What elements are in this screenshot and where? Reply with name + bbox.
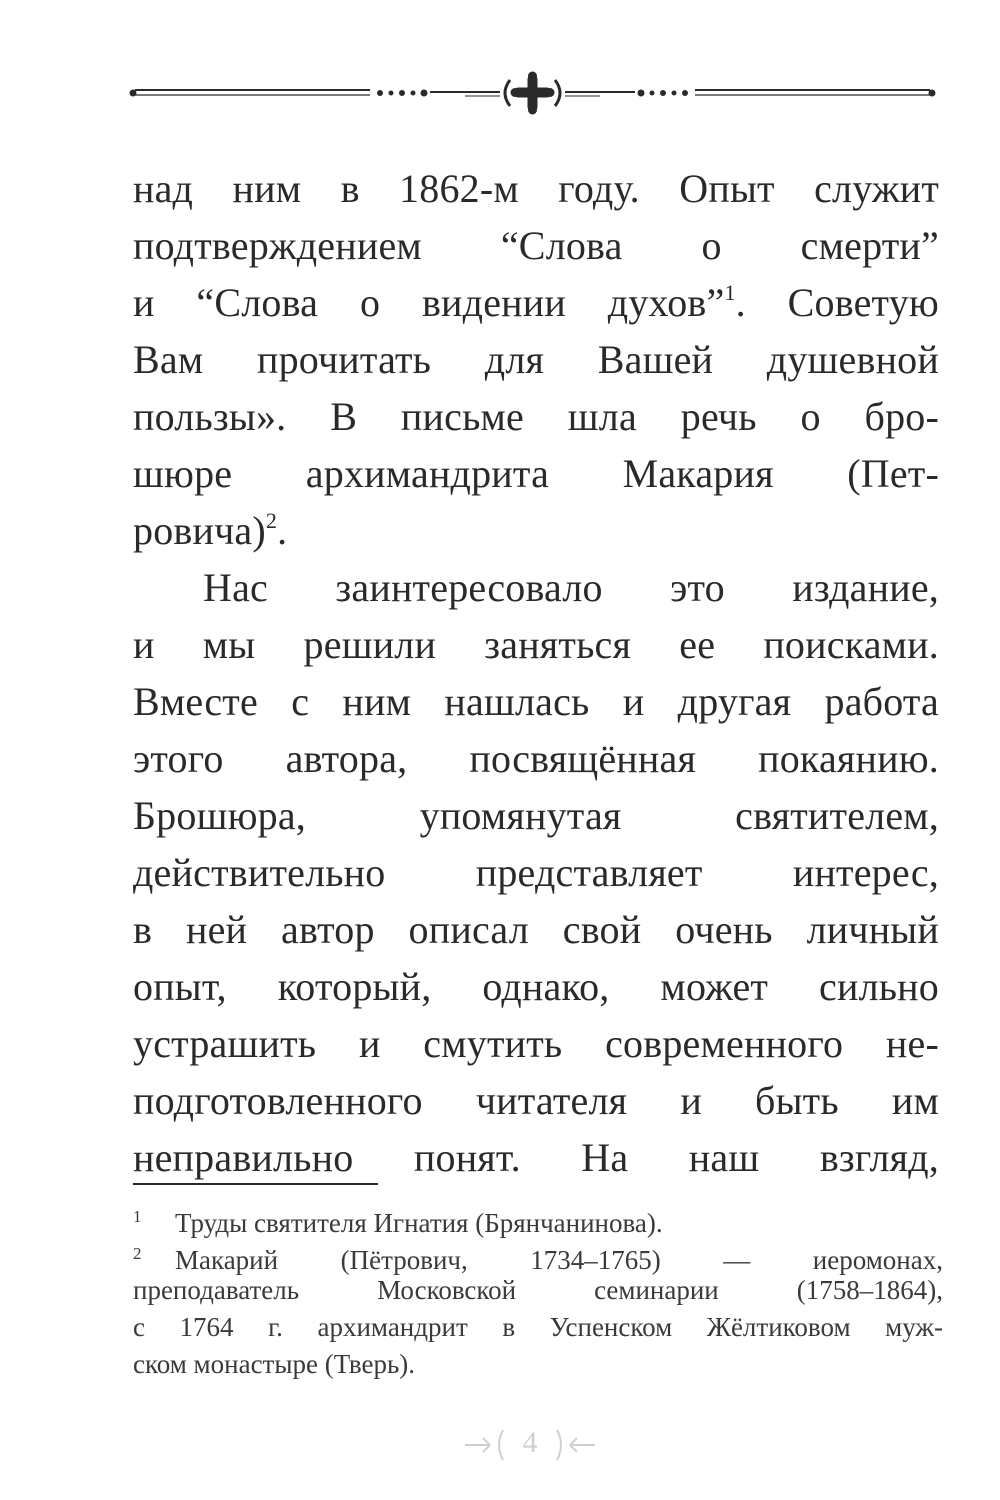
text-line: Вам прочитать для Вашей душевной xyxy=(133,337,939,382)
footnote-2-line: преподаватель Московской семинарии (1758–1864), xyxy=(133,1275,943,1305)
text-line: подготовленного читателя и быть им xyxy=(133,1078,939,1123)
footnote-2-line: ском монастыре (Тверь). xyxy=(133,1349,415,1379)
footnote-ref: 2 xyxy=(265,508,278,533)
text-line: подтверждением “Слова о смерти” xyxy=(133,223,939,268)
text-fragment: ровича) xyxy=(133,508,266,553)
text-line: в ней автор описал свой очень личный xyxy=(133,907,939,952)
text-line: Нас заинтересовало это издание, xyxy=(203,565,939,610)
text-line xyxy=(133,502,939,559)
footnote-1 xyxy=(133,1198,943,1238)
text-fragment: . Советую xyxy=(735,280,939,325)
text-line: опыт, который, однако, может сильно xyxy=(133,964,939,1009)
text-line: устрашить и смутить современного не- xyxy=(133,1021,939,1066)
text-line: пользы». В письме шла речь о бро- xyxy=(133,394,939,439)
footnote-2 xyxy=(133,1235,943,1275)
cross-ornament-icon xyxy=(125,68,940,118)
text-line xyxy=(133,274,939,331)
main-text xyxy=(133,160,939,1186)
footnote-ref: 1 xyxy=(724,280,736,305)
footnote-2-line: с 1764 г. архимандрит в Успенском Жёлтиковом муж- xyxy=(133,1312,943,1342)
header-ornament xyxy=(125,68,940,118)
page-number: 4 xyxy=(522,1426,538,1459)
text-fragment: . xyxy=(277,508,288,553)
footnote-number: 1 xyxy=(133,1207,142,1226)
footnote-separator xyxy=(133,1183,378,1185)
text-line: Вместе с ним нашлась и другая работа xyxy=(133,679,939,724)
footnote-number: 2 xyxy=(133,1244,142,1263)
text-line: Брошюра, упомянутая святителем, xyxy=(133,793,939,838)
footnote-text: Труды святителя Игнатия (Брянчанинова). xyxy=(175,1208,663,1238)
page-number-area xyxy=(455,1420,605,1470)
text-line: над ним в 1862-м году. Опыт служит xyxy=(133,166,939,211)
text-line: неправильно понят. На наш взгляд, xyxy=(133,1135,939,1180)
text-line: этого автора, посвящённая покаянию. xyxy=(133,736,939,781)
footnotes xyxy=(133,1198,943,1383)
text-line: шюре архимандрита Макария (Пет- xyxy=(133,451,939,496)
text-line: и мы решили заняться ее поисками. xyxy=(133,622,939,667)
text-line: действительно представляет интерес, xyxy=(133,850,939,895)
text-fragment: и “Слова о видении духов” xyxy=(133,280,725,325)
footnote-text: Макарий (Пётрович, 1734–1765) — иеромонах, xyxy=(175,1245,943,1275)
